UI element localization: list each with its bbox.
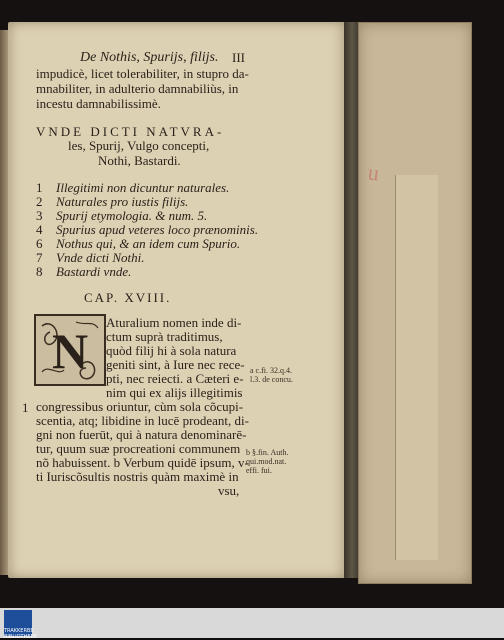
body-marginal-number: 1	[22, 400, 29, 415]
margin-note-line: a c.fi. 32.q.4.	[250, 366, 292, 375]
body-line: nõ habuissent. b Verbum quidē ipsum, v-	[36, 455, 249, 470]
summary-item: Vnde dicti Nothi.	[56, 250, 145, 265]
summary-num: 1	[36, 180, 43, 195]
body-line: ti Iuriscõsultis nostris quàm maximè in	[36, 469, 239, 484]
library-logo-text: TRAKKERBE BIBLIOTHEEK	[4, 628, 37, 640]
body-line: Aturalium nomen inde di-	[106, 315, 242, 330]
margin-note-line: qui.mod.nat.	[246, 457, 287, 466]
initial-letter: N	[51, 323, 89, 379]
running-header: De Nothis, Spurijs, filijs.	[80, 50, 219, 65]
body-line: ctum suprà traditimus,	[106, 329, 223, 344]
summary-item: Spurius apud veteres loco prænominis.	[56, 222, 259, 237]
board-red-mark: u	[366, 159, 381, 186]
summary-item: Illegitimi non dicuntur naturales.	[56, 180, 230, 195]
body-line: scentia, atq; libidine in lucē prodeant, di-	[36, 413, 249, 428]
section-heading-2: les, Spurij, Vulgo concepti,	[68, 138, 210, 153]
initial-ornament-icon	[36, 316, 104, 384]
summary-item: Nothus qui, & an idem cum Spurio.	[56, 236, 241, 251]
body-line: quòd filij hi à sola natura	[106, 343, 237, 358]
top-line-3: incestu damnabilissimè.	[36, 96, 161, 111]
chapter-heading: CAP. XVIII.	[84, 290, 172, 305]
summary-item: Naturales pro iustis filijs.	[56, 194, 189, 209]
body-line: vsu,	[218, 483, 240, 498]
section-heading-3: Nothi, Bastardi.	[98, 153, 181, 168]
margin-note-b	[246, 448, 288, 475]
decorated-initial	[34, 314, 106, 386]
body-line: tur, quum suæ procreationi communem	[36, 441, 241, 456]
body-line: congressibus oriuntur, cùm sola cõcupi-	[36, 399, 244, 414]
summary-num: 7	[36, 250, 43, 265]
section-heading-1: VNDE DICTI NATVRA-	[36, 124, 225, 139]
summary-num: 6	[36, 236, 43, 251]
body-line: pti, nec reiecti. a Cæteri e-	[106, 371, 244, 386]
top-line-1: impudicè, licet tolerabiliter, in stupro da-	[36, 66, 249, 81]
summary-num: 8	[36, 264, 43, 279]
page-number: III	[232, 50, 245, 65]
margin-note-line: b §.fin. Auth.	[246, 448, 289, 457]
viewer-bottom-bar	[0, 608, 504, 638]
summary-item: Bastardi vnde.	[56, 264, 132, 279]
summary-num: 4	[36, 222, 43, 237]
margin-note-a	[250, 366, 293, 384]
margin-note-line: effi. fui.	[246, 466, 272, 475]
body-line: nim qui ex alijs illegitimis	[106, 385, 243, 400]
summary-item: Spurij etymologia. & num. 5.	[56, 208, 208, 223]
top-line-2: mnabiliter, in adulterio damnabiliùs, in	[36, 81, 239, 96]
body-line: geniti sint, à Iure nec rece-	[106, 357, 245, 372]
summary-num: 2	[36, 194, 43, 209]
binding-flap	[395, 175, 438, 560]
body-line: gni non fuerūt, qui à natura denominarē-	[36, 427, 247, 442]
margin-note-line: l.3. de concu.	[250, 375, 293, 384]
summary-num: 3	[36, 208, 43, 223]
